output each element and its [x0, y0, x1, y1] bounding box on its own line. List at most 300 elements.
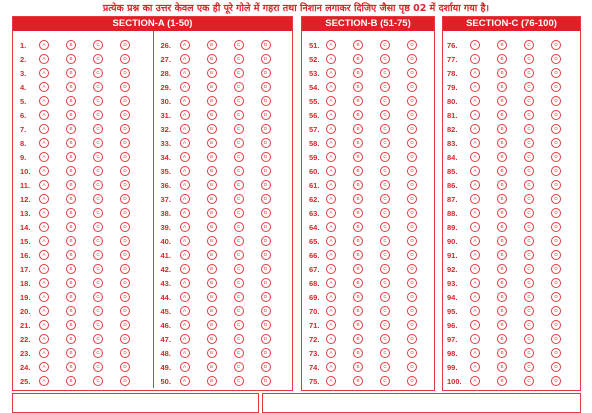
- option-bubble-b[interactable]: B: [497, 110, 507, 120]
- option-bubble-a[interactable]: A: [470, 376, 480, 386]
- option-bubble-b[interactable]: B: [353, 96, 363, 106]
- option-bubble-b[interactable]: B: [66, 82, 76, 92]
- option-bubble-a[interactable]: A: [470, 124, 480, 134]
- option-bubble-d[interactable]: D: [407, 264, 417, 274]
- option-bubble-d[interactable]: D: [551, 166, 561, 176]
- option-bubble-b[interactable]: B: [497, 68, 507, 78]
- option-bubble-a[interactable]: A: [470, 82, 480, 92]
- option-bubble-a[interactable]: A: [180, 362, 190, 372]
- option-bubble-b[interactable]: B: [353, 320, 363, 330]
- option-bubble-c[interactable]: C: [524, 110, 534, 120]
- option-bubble-c[interactable]: C: [93, 348, 103, 358]
- option-bubble-b[interactable]: B: [207, 320, 217, 330]
- option-bubble-b[interactable]: B: [497, 376, 507, 386]
- option-bubble-c[interactable]: C: [93, 152, 103, 162]
- option-bubble-c[interactable]: C: [93, 166, 103, 176]
- option-bubble-d[interactable]: D: [407, 96, 417, 106]
- option-bubble-a[interactable]: A: [326, 250, 336, 260]
- option-bubble-b[interactable]: B: [66, 208, 76, 218]
- option-bubble-a[interactable]: A: [470, 138, 480, 148]
- option-bubble-c[interactable]: C: [93, 208, 103, 218]
- option-bubble-a[interactable]: A: [326, 278, 336, 288]
- option-bubble-c[interactable]: C: [234, 82, 244, 92]
- option-bubble-d[interactable]: D: [120, 166, 130, 176]
- option-bubble-d[interactable]: D: [261, 376, 271, 386]
- option-bubble-d[interactable]: D: [261, 348, 271, 358]
- option-bubble-d[interactable]: D: [120, 110, 130, 120]
- option-bubble-d[interactable]: D: [551, 334, 561, 344]
- option-bubble-b[interactable]: B: [207, 334, 217, 344]
- option-bubble-c[interactable]: C: [380, 306, 390, 316]
- option-bubble-a[interactable]: A: [39, 348, 49, 358]
- option-bubble-d[interactable]: D: [261, 250, 271, 260]
- option-bubble-a[interactable]: A: [470, 54, 480, 64]
- option-bubble-d[interactable]: D: [120, 82, 130, 92]
- option-bubble-c[interactable]: C: [93, 236, 103, 246]
- option-bubble-c[interactable]: C: [524, 54, 534, 64]
- option-bubble-b[interactable]: B: [353, 362, 363, 372]
- option-bubble-a[interactable]: A: [326, 222, 336, 232]
- option-bubble-b[interactable]: B: [497, 348, 507, 358]
- option-bubble-c[interactable]: C: [93, 110, 103, 120]
- option-bubble-c[interactable]: C: [93, 222, 103, 232]
- option-bubble-d[interactable]: D: [407, 110, 417, 120]
- option-bubble-c[interactable]: C: [93, 376, 103, 386]
- option-bubble-c[interactable]: C: [234, 278, 244, 288]
- option-bubble-c[interactable]: C: [93, 278, 103, 288]
- option-bubble-c[interactable]: C: [234, 152, 244, 162]
- option-bubble-c[interactable]: C: [380, 110, 390, 120]
- option-bubble-a[interactable]: A: [326, 348, 336, 358]
- option-bubble-c[interactable]: C: [524, 166, 534, 176]
- option-bubble-c[interactable]: C: [234, 180, 244, 190]
- option-bubble-c[interactable]: C: [524, 376, 534, 386]
- option-bubble-d[interactable]: D: [551, 82, 561, 92]
- option-bubble-a[interactable]: A: [326, 194, 336, 204]
- option-bubble-c[interactable]: C: [524, 68, 534, 78]
- option-bubble-b[interactable]: B: [66, 320, 76, 330]
- option-bubble-b[interactable]: B: [207, 278, 217, 288]
- option-bubble-d[interactable]: D: [120, 194, 130, 204]
- option-bubble-c[interactable]: C: [93, 180, 103, 190]
- option-bubble-b[interactable]: B: [353, 110, 363, 120]
- option-bubble-d[interactable]: D: [407, 40, 417, 50]
- option-bubble-d[interactable]: D: [407, 320, 417, 330]
- option-bubble-b[interactable]: B: [353, 376, 363, 386]
- option-bubble-a[interactable]: A: [39, 110, 49, 120]
- option-bubble-c[interactable]: C: [93, 82, 103, 92]
- option-bubble-a[interactable]: A: [180, 306, 190, 316]
- option-bubble-c[interactable]: C: [380, 208, 390, 218]
- option-bubble-b[interactable]: B: [66, 194, 76, 204]
- option-bubble-d[interactable]: D: [261, 152, 271, 162]
- option-bubble-b[interactable]: B: [497, 124, 507, 134]
- option-bubble-d[interactable]: D: [551, 264, 561, 274]
- option-bubble-b[interactable]: B: [207, 222, 217, 232]
- option-bubble-a[interactable]: A: [326, 320, 336, 330]
- option-bubble-c[interactable]: C: [93, 54, 103, 64]
- option-bubble-d[interactable]: D: [261, 82, 271, 92]
- option-bubble-a[interactable]: A: [180, 152, 190, 162]
- option-bubble-b[interactable]: B: [66, 166, 76, 176]
- option-bubble-c[interactable]: C: [93, 68, 103, 78]
- option-bubble-b[interactable]: B: [497, 96, 507, 106]
- option-bubble-d[interactable]: D: [551, 124, 561, 134]
- option-bubble-b[interactable]: B: [353, 152, 363, 162]
- option-bubble-c[interactable]: C: [524, 180, 534, 190]
- option-bubble-d[interactable]: D: [261, 110, 271, 120]
- option-bubble-c[interactable]: C: [380, 68, 390, 78]
- option-bubble-c[interactable]: C: [234, 54, 244, 64]
- option-bubble-a[interactable]: A: [180, 110, 190, 120]
- option-bubble-d[interactable]: D: [407, 166, 417, 176]
- option-bubble-c[interactable]: C: [524, 320, 534, 330]
- option-bubble-b[interactable]: B: [353, 250, 363, 260]
- option-bubble-c[interactable]: C: [380, 222, 390, 232]
- option-bubble-b[interactable]: B: [207, 292, 217, 302]
- option-bubble-b[interactable]: B: [207, 306, 217, 316]
- option-bubble-d[interactable]: D: [551, 292, 561, 302]
- option-bubble-c[interactable]: C: [234, 96, 244, 106]
- option-bubble-b[interactable]: B: [497, 292, 507, 302]
- option-bubble-a[interactable]: A: [326, 292, 336, 302]
- option-bubble-d[interactable]: D: [407, 180, 417, 190]
- option-bubble-d[interactable]: D: [551, 68, 561, 78]
- option-bubble-a[interactable]: A: [470, 264, 480, 274]
- option-bubble-a[interactable]: A: [180, 124, 190, 134]
- option-bubble-c[interactable]: C: [234, 376, 244, 386]
- option-bubble-a[interactable]: A: [180, 264, 190, 274]
- option-bubble-c[interactable]: C: [380, 362, 390, 372]
- option-bubble-d[interactable]: D: [407, 138, 417, 148]
- option-bubble-d[interactable]: D: [551, 180, 561, 190]
- option-bubble-a[interactable]: A: [326, 82, 336, 92]
- option-bubble-a[interactable]: A: [39, 166, 49, 176]
- option-bubble-d[interactable]: D: [261, 362, 271, 372]
- option-bubble-a[interactable]: A: [180, 54, 190, 64]
- option-bubble-a[interactable]: A: [470, 222, 480, 232]
- option-bubble-c[interactable]: C: [234, 306, 244, 316]
- option-bubble-b[interactable]: B: [66, 124, 76, 134]
- option-bubble-b[interactable]: B: [66, 222, 76, 232]
- option-bubble-d[interactable]: D: [551, 222, 561, 232]
- option-bubble-b[interactable]: B: [353, 180, 363, 190]
- option-bubble-d[interactable]: D: [120, 222, 130, 232]
- option-bubble-b[interactable]: B: [497, 222, 507, 232]
- option-bubble-c[interactable]: C: [524, 40, 534, 50]
- option-bubble-a[interactable]: A: [326, 376, 336, 386]
- option-bubble-a[interactable]: A: [39, 208, 49, 218]
- option-bubble-a[interactable]: A: [180, 334, 190, 344]
- option-bubble-d[interactable]: D: [407, 292, 417, 302]
- option-bubble-d[interactable]: D: [551, 306, 561, 316]
- option-bubble-d[interactable]: D: [551, 110, 561, 120]
- option-bubble-c[interactable]: C: [380, 348, 390, 358]
- option-bubble-b[interactable]: B: [353, 194, 363, 204]
- option-bubble-c[interactable]: C: [234, 166, 244, 176]
- option-bubble-d[interactable]: D: [261, 222, 271, 232]
- option-bubble-c[interactable]: C: [524, 138, 534, 148]
- option-bubble-d[interactable]: D: [407, 306, 417, 316]
- option-bubble-d[interactable]: D: [261, 40, 271, 50]
- option-bubble-c[interactable]: C: [524, 194, 534, 204]
- option-bubble-a[interactable]: A: [39, 54, 49, 64]
- option-bubble-a[interactable]: A: [470, 306, 480, 316]
- option-bubble-a[interactable]: A: [326, 110, 336, 120]
- option-bubble-d[interactable]: D: [120, 138, 130, 148]
- option-bubble-a[interactable]: A: [39, 152, 49, 162]
- option-bubble-b[interactable]: B: [353, 124, 363, 134]
- option-bubble-c[interactable]: C: [524, 278, 534, 288]
- option-bubble-c[interactable]: C: [234, 194, 244, 204]
- option-bubble-a[interactable]: A: [470, 166, 480, 176]
- option-bubble-b[interactable]: B: [353, 222, 363, 232]
- option-bubble-c[interactable]: C: [524, 82, 534, 92]
- option-bubble-a[interactable]: A: [180, 138, 190, 148]
- option-bubble-d[interactable]: D: [407, 236, 417, 246]
- option-bubble-c[interactable]: C: [234, 236, 244, 246]
- option-bubble-b[interactable]: B: [207, 194, 217, 204]
- option-bubble-b[interactable]: B: [353, 278, 363, 288]
- option-bubble-d[interactable]: D: [551, 54, 561, 64]
- option-bubble-b[interactable]: B: [207, 180, 217, 190]
- option-bubble-d[interactable]: D: [407, 222, 417, 232]
- option-bubble-a[interactable]: A: [39, 124, 49, 134]
- option-bubble-d[interactable]: D: [551, 208, 561, 218]
- option-bubble-a[interactable]: A: [470, 194, 480, 204]
- option-bubble-d[interactable]: D: [407, 82, 417, 92]
- option-bubble-b[interactable]: B: [497, 82, 507, 92]
- option-bubble-d[interactable]: D: [261, 320, 271, 330]
- option-bubble-a[interactable]: A: [326, 208, 336, 218]
- option-bubble-d[interactable]: D: [407, 152, 417, 162]
- option-bubble-d[interactable]: D: [120, 152, 130, 162]
- option-bubble-c[interactable]: C: [93, 96, 103, 106]
- option-bubble-b[interactable]: B: [353, 292, 363, 302]
- option-bubble-a[interactable]: A: [39, 96, 49, 106]
- option-bubble-d[interactable]: D: [261, 96, 271, 106]
- option-bubble-b[interactable]: B: [207, 250, 217, 260]
- option-bubble-b[interactable]: B: [353, 348, 363, 358]
- option-bubble-d[interactable]: D: [551, 40, 561, 50]
- option-bubble-c[interactable]: C: [93, 292, 103, 302]
- option-bubble-a[interactable]: A: [470, 96, 480, 106]
- option-bubble-c[interactable]: C: [524, 334, 534, 344]
- option-bubble-a[interactable]: A: [470, 278, 480, 288]
- option-bubble-c[interactable]: C: [380, 82, 390, 92]
- option-bubble-a[interactable]: A: [470, 208, 480, 218]
- option-bubble-c[interactable]: C: [234, 208, 244, 218]
- option-bubble-a[interactable]: A: [39, 278, 49, 288]
- option-bubble-b[interactable]: B: [66, 278, 76, 288]
- option-bubble-c[interactable]: C: [234, 124, 244, 134]
- option-bubble-b[interactable]: B: [207, 152, 217, 162]
- option-bubble-a[interactable]: A: [180, 376, 190, 386]
- option-bubble-d[interactable]: D: [407, 334, 417, 344]
- option-bubble-c[interactable]: C: [93, 194, 103, 204]
- option-bubble-c[interactable]: C: [380, 166, 390, 176]
- option-bubble-a[interactable]: A: [180, 278, 190, 288]
- option-bubble-b[interactable]: B: [66, 138, 76, 148]
- option-bubble-c[interactable]: C: [524, 124, 534, 134]
- option-bubble-c[interactable]: C: [234, 250, 244, 260]
- option-bubble-d[interactable]: D: [261, 124, 271, 134]
- option-bubble-c[interactable]: C: [93, 362, 103, 372]
- option-bubble-a[interactable]: A: [39, 194, 49, 204]
- option-bubble-c[interactable]: C: [234, 362, 244, 372]
- option-bubble-b[interactable]: B: [497, 54, 507, 64]
- option-bubble-d[interactable]: D: [120, 180, 130, 190]
- option-bubble-c[interactable]: C: [93, 334, 103, 344]
- option-bubble-a[interactable]: A: [180, 166, 190, 176]
- option-bubble-d[interactable]: D: [120, 96, 130, 106]
- option-bubble-a[interactable]: A: [326, 40, 336, 50]
- option-bubble-d[interactable]: D: [407, 362, 417, 372]
- option-bubble-a[interactable]: A: [470, 40, 480, 50]
- option-bubble-b[interactable]: B: [497, 152, 507, 162]
- option-bubble-c[interactable]: C: [380, 152, 390, 162]
- option-bubble-d[interactable]: D: [407, 68, 417, 78]
- option-bubble-b[interactable]: B: [66, 334, 76, 344]
- option-bubble-a[interactable]: A: [326, 264, 336, 274]
- option-bubble-c[interactable]: C: [524, 362, 534, 372]
- option-bubble-d[interactable]: D: [261, 194, 271, 204]
- option-bubble-d[interactable]: D: [261, 68, 271, 78]
- option-bubble-a[interactable]: A: [39, 334, 49, 344]
- option-bubble-c[interactable]: C: [380, 250, 390, 260]
- option-bubble-c[interactable]: C: [380, 180, 390, 190]
- option-bubble-b[interactable]: B: [66, 362, 76, 372]
- option-bubble-c[interactable]: C: [380, 264, 390, 274]
- option-bubble-b[interactable]: B: [66, 40, 76, 50]
- option-bubble-d[interactable]: D: [261, 138, 271, 148]
- option-bubble-b[interactable]: B: [66, 68, 76, 78]
- option-bubble-b[interactable]: B: [207, 264, 217, 274]
- option-bubble-b[interactable]: B: [66, 236, 76, 246]
- option-bubble-d[interactable]: D: [261, 166, 271, 176]
- option-bubble-d[interactable]: D: [261, 334, 271, 344]
- option-bubble-d[interactable]: D: [407, 348, 417, 358]
- option-bubble-c[interactable]: C: [234, 222, 244, 232]
- option-bubble-d[interactable]: D: [120, 208, 130, 218]
- option-bubble-c[interactable]: C: [234, 110, 244, 120]
- option-bubble-a[interactable]: A: [39, 264, 49, 274]
- option-bubble-d[interactable]: D: [120, 306, 130, 316]
- option-bubble-a[interactable]: A: [326, 124, 336, 134]
- option-bubble-d[interactable]: D: [120, 236, 130, 246]
- option-bubble-a[interactable]: A: [326, 138, 336, 148]
- option-bubble-a[interactable]: A: [39, 222, 49, 232]
- option-bubble-b[interactable]: B: [207, 362, 217, 372]
- option-bubble-b[interactable]: B: [353, 334, 363, 344]
- option-bubble-a[interactable]: A: [180, 222, 190, 232]
- option-bubble-c[interactable]: C: [524, 348, 534, 358]
- option-bubble-b[interactable]: B: [353, 208, 363, 218]
- option-bubble-d[interactable]: D: [551, 320, 561, 330]
- option-bubble-c[interactable]: C: [524, 222, 534, 232]
- option-bubble-c[interactable]: C: [524, 208, 534, 218]
- option-bubble-a[interactable]: A: [180, 40, 190, 50]
- option-bubble-c[interactable]: C: [93, 320, 103, 330]
- option-bubble-c[interactable]: C: [234, 334, 244, 344]
- option-bubble-a[interactable]: A: [470, 250, 480, 260]
- option-bubble-d[interactable]: D: [551, 236, 561, 246]
- option-bubble-a[interactable]: A: [470, 320, 480, 330]
- option-bubble-b[interactable]: B: [497, 194, 507, 204]
- option-bubble-a[interactable]: A: [180, 96, 190, 106]
- option-bubble-a[interactable]: A: [39, 320, 49, 330]
- option-bubble-b[interactable]: B: [66, 348, 76, 358]
- option-bubble-a[interactable]: A: [39, 376, 49, 386]
- option-bubble-a[interactable]: A: [470, 362, 480, 372]
- option-bubble-b[interactable]: B: [497, 320, 507, 330]
- option-bubble-a[interactable]: A: [326, 166, 336, 176]
- option-bubble-a[interactable]: A: [326, 180, 336, 190]
- option-bubble-c[interactable]: C: [380, 278, 390, 288]
- option-bubble-c[interactable]: C: [234, 264, 244, 274]
- option-bubble-d[interactable]: D: [261, 208, 271, 218]
- option-bubble-a[interactable]: A: [470, 334, 480, 344]
- option-bubble-b[interactable]: B: [66, 96, 76, 106]
- option-bubble-c[interactable]: C: [234, 348, 244, 358]
- option-bubble-d[interactable]: D: [120, 334, 130, 344]
- option-bubble-d[interactable]: D: [261, 236, 271, 246]
- option-bubble-c[interactable]: C: [380, 54, 390, 64]
- option-bubble-d[interactable]: D: [407, 250, 417, 260]
- option-bubble-c[interactable]: C: [380, 334, 390, 344]
- option-bubble-d[interactable]: D: [407, 208, 417, 218]
- option-bubble-b[interactable]: B: [207, 348, 217, 358]
- option-bubble-c[interactable]: C: [380, 292, 390, 302]
- option-bubble-a[interactable]: A: [180, 82, 190, 92]
- option-bubble-a[interactable]: A: [180, 180, 190, 190]
- option-bubble-c[interactable]: C: [524, 152, 534, 162]
- option-bubble-d[interactable]: D: [407, 376, 417, 386]
- option-bubble-a[interactable]: A: [326, 54, 336, 64]
- option-bubble-b[interactable]: B: [66, 376, 76, 386]
- option-bubble-d[interactable]: D: [120, 320, 130, 330]
- option-bubble-c[interactable]: C: [93, 40, 103, 50]
- option-bubble-c[interactable]: C: [380, 138, 390, 148]
- option-bubble-d[interactable]: D: [120, 376, 130, 386]
- option-bubble-c[interactable]: C: [93, 138, 103, 148]
- option-bubble-c[interactable]: C: [234, 320, 244, 330]
- option-bubble-d[interactable]: D: [551, 96, 561, 106]
- option-bubble-a[interactable]: A: [326, 68, 336, 78]
- option-bubble-a[interactable]: A: [39, 306, 49, 316]
- option-bubble-c[interactable]: C: [524, 236, 534, 246]
- option-bubble-b[interactable]: B: [497, 334, 507, 344]
- option-bubble-a[interactable]: A: [326, 236, 336, 246]
- option-bubble-b[interactable]: B: [66, 54, 76, 64]
- option-bubble-b[interactable]: B: [497, 208, 507, 218]
- option-bubble-c[interactable]: C: [234, 68, 244, 78]
- option-bubble-d[interactable]: D: [407, 124, 417, 134]
- option-bubble-b[interactable]: B: [497, 40, 507, 50]
- option-bubble-b[interactable]: B: [497, 250, 507, 260]
- option-bubble-b[interactable]: B: [497, 236, 507, 246]
- option-bubble-a[interactable]: A: [39, 180, 49, 190]
- option-bubble-b[interactable]: B: [207, 68, 217, 78]
- option-bubble-b[interactable]: B: [497, 306, 507, 316]
- option-bubble-c[interactable]: C: [380, 124, 390, 134]
- option-bubble-c[interactable]: C: [380, 236, 390, 246]
- option-bubble-a[interactable]: A: [39, 40, 49, 50]
- option-bubble-b[interactable]: B: [207, 82, 217, 92]
- option-bubble-a[interactable]: A: [326, 334, 336, 344]
- option-bubble-d[interactable]: D: [120, 124, 130, 134]
- option-bubble-b[interactable]: B: [353, 306, 363, 316]
